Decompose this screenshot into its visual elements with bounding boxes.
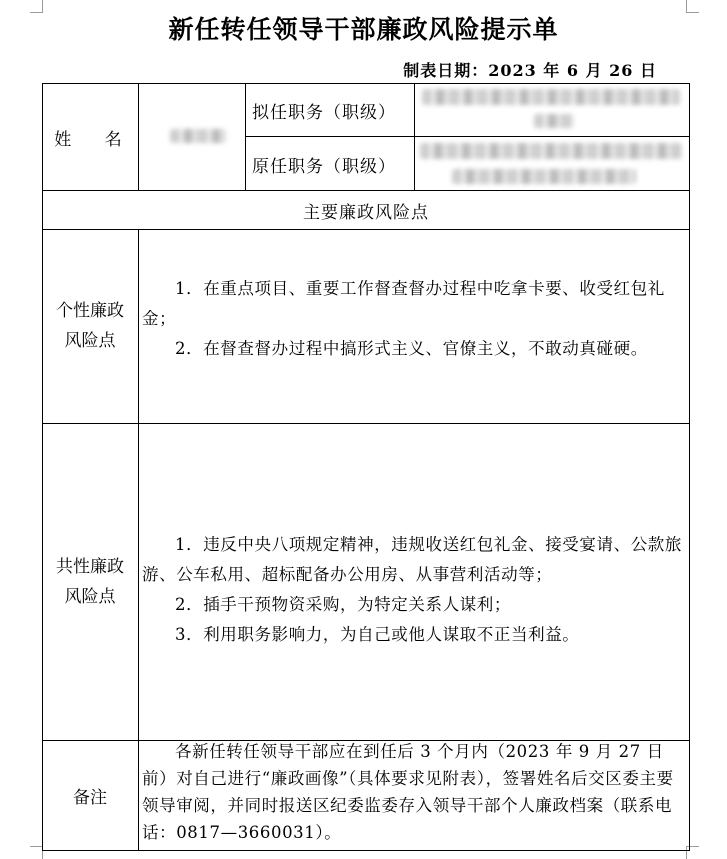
document-title: 新任转任领导干部廉政风险提示单 <box>168 15 559 44</box>
grid-line <box>138 83 139 191</box>
table-border <box>42 850 690 851</box>
remarks-text: 各新任转任领导干部应在到任后 3 个月内（2023 年 9 月 27 日前）对自己进行“廉政画像”（具体要求见附表），签署姓名后交区委主要领导审阅，并同时报送区纪委监委存入领导干部个人廉政档案（联系电话：0817—3660031）。 <box>142 742 674 842</box>
risk-form-table <box>42 83 690 851</box>
redacted-proposed-post <box>534 114 574 128</box>
grid-line <box>414 83 415 191</box>
grid-line <box>138 229 139 851</box>
main-risks-header: 主要廉政风险点 <box>303 202 429 223</box>
grid-line <box>42 423 690 424</box>
common-risk-label-line: 共性廉政 <box>56 557 124 577</box>
common-risk-item: 1．违反中央八项规定精神，违规收送红包礼金、接受宴请、公款旅游、公车私用、超标配备办公用房、从事营利活动等； <box>142 535 682 584</box>
common-risk-items <box>142 530 687 650</box>
personal-risk-items <box>142 274 687 364</box>
personal-risk-label <box>42 229 138 423</box>
grid-line <box>245 83 246 191</box>
common-risk-label <box>42 424 138 740</box>
personal-risk-item: 1．在重点项目、重要工作督查督办过程中吃拿卡要、收受红包礼金； <box>142 279 665 328</box>
original-post-label: 原任职务（职级） <box>252 156 396 177</box>
redacted-name <box>170 129 226 143</box>
redacted-proposed-post <box>422 89 680 105</box>
name-label: 姓 名 <box>54 129 136 150</box>
personal-risk-label-line: 风险点 <box>64 331 116 351</box>
table-date: 制表日期：2023 年 6 月 26 日 <box>403 61 657 80</box>
redacted-original-post <box>452 169 636 184</box>
grid-line <box>42 229 690 230</box>
remarks-label: 备注 <box>73 788 107 808</box>
proposed-post-label: 拟任职务（职级） <box>252 102 396 123</box>
common-risk-item: 3．利用职务影响力，为自己或他人谋取不正当利益。 <box>175 625 580 644</box>
redacted-original-post <box>420 143 682 159</box>
personal-risk-label-line: 个性廉政 <box>56 301 124 321</box>
common-risk-item: 2．插手干预物资采购，为特定关系人谋利； <box>175 595 511 614</box>
common-risk-label-line: 风险点 <box>64 587 116 607</box>
personal-risk-item: 2．在督查督办过程中搞形式主义、官僚主义，不敢动真碰硬。 <box>175 339 648 358</box>
